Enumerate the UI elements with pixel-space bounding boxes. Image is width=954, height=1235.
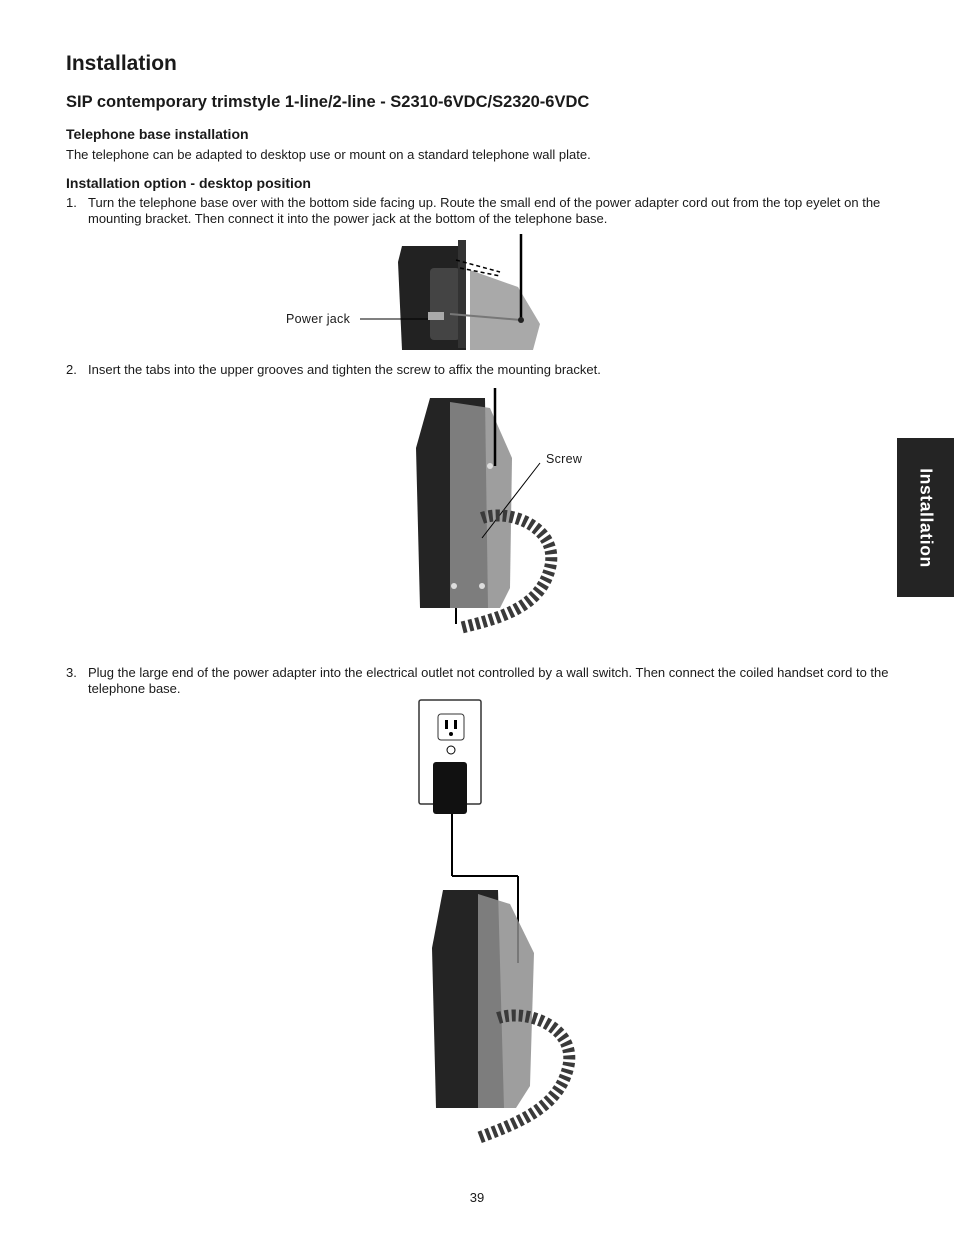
figure-outlet-illustration xyxy=(418,698,598,1148)
step-text: Insert the tabs into the upper grooves and tighten the screw to affix the mounting bracket. xyxy=(88,362,601,377)
step-3 xyxy=(66,665,896,696)
step-text: Turn the telephone base over with the bottom side facing up. Route the small end of the power adapter cord out from the top eyelet on the mounting bracket. Then connect it into the power jack at the bottom of the telephone base. xyxy=(88,195,881,226)
section-heading-base-installation: Telephone base installation xyxy=(66,126,249,142)
step-text: Plug the large end of the power adapter into the electrical outlet not controlled by a wall switch. Then connect the coiled handset cord to the telephone base. xyxy=(88,665,889,696)
page-subtitle: SIP contemporary trimstyle 1-line/2-line - S2310-6VDC/S2320-6VDC xyxy=(66,93,590,111)
figure-power-jack-illustration xyxy=(280,232,560,354)
side-tab xyxy=(897,438,954,597)
step-2 xyxy=(66,362,896,378)
section-text-base-installation: The telephone can be adapted to desktop use or mount on a standard telephone wall plate. xyxy=(66,147,591,162)
section-heading-desktop-position: Installation option - desktop position xyxy=(66,175,311,191)
figure-screw-illustration xyxy=(410,388,590,650)
step-number: 3. xyxy=(66,665,77,680)
step-number: 1. xyxy=(66,195,77,210)
side-tab-label: Installation xyxy=(916,467,936,568)
label-power-jack: Power jack xyxy=(286,312,351,326)
page-number: 39 xyxy=(469,1190,485,1205)
step-number: 2. xyxy=(66,362,77,377)
label-screw: Screw xyxy=(546,452,583,466)
step-1 xyxy=(66,195,896,226)
page-title: Installation xyxy=(66,52,177,75)
